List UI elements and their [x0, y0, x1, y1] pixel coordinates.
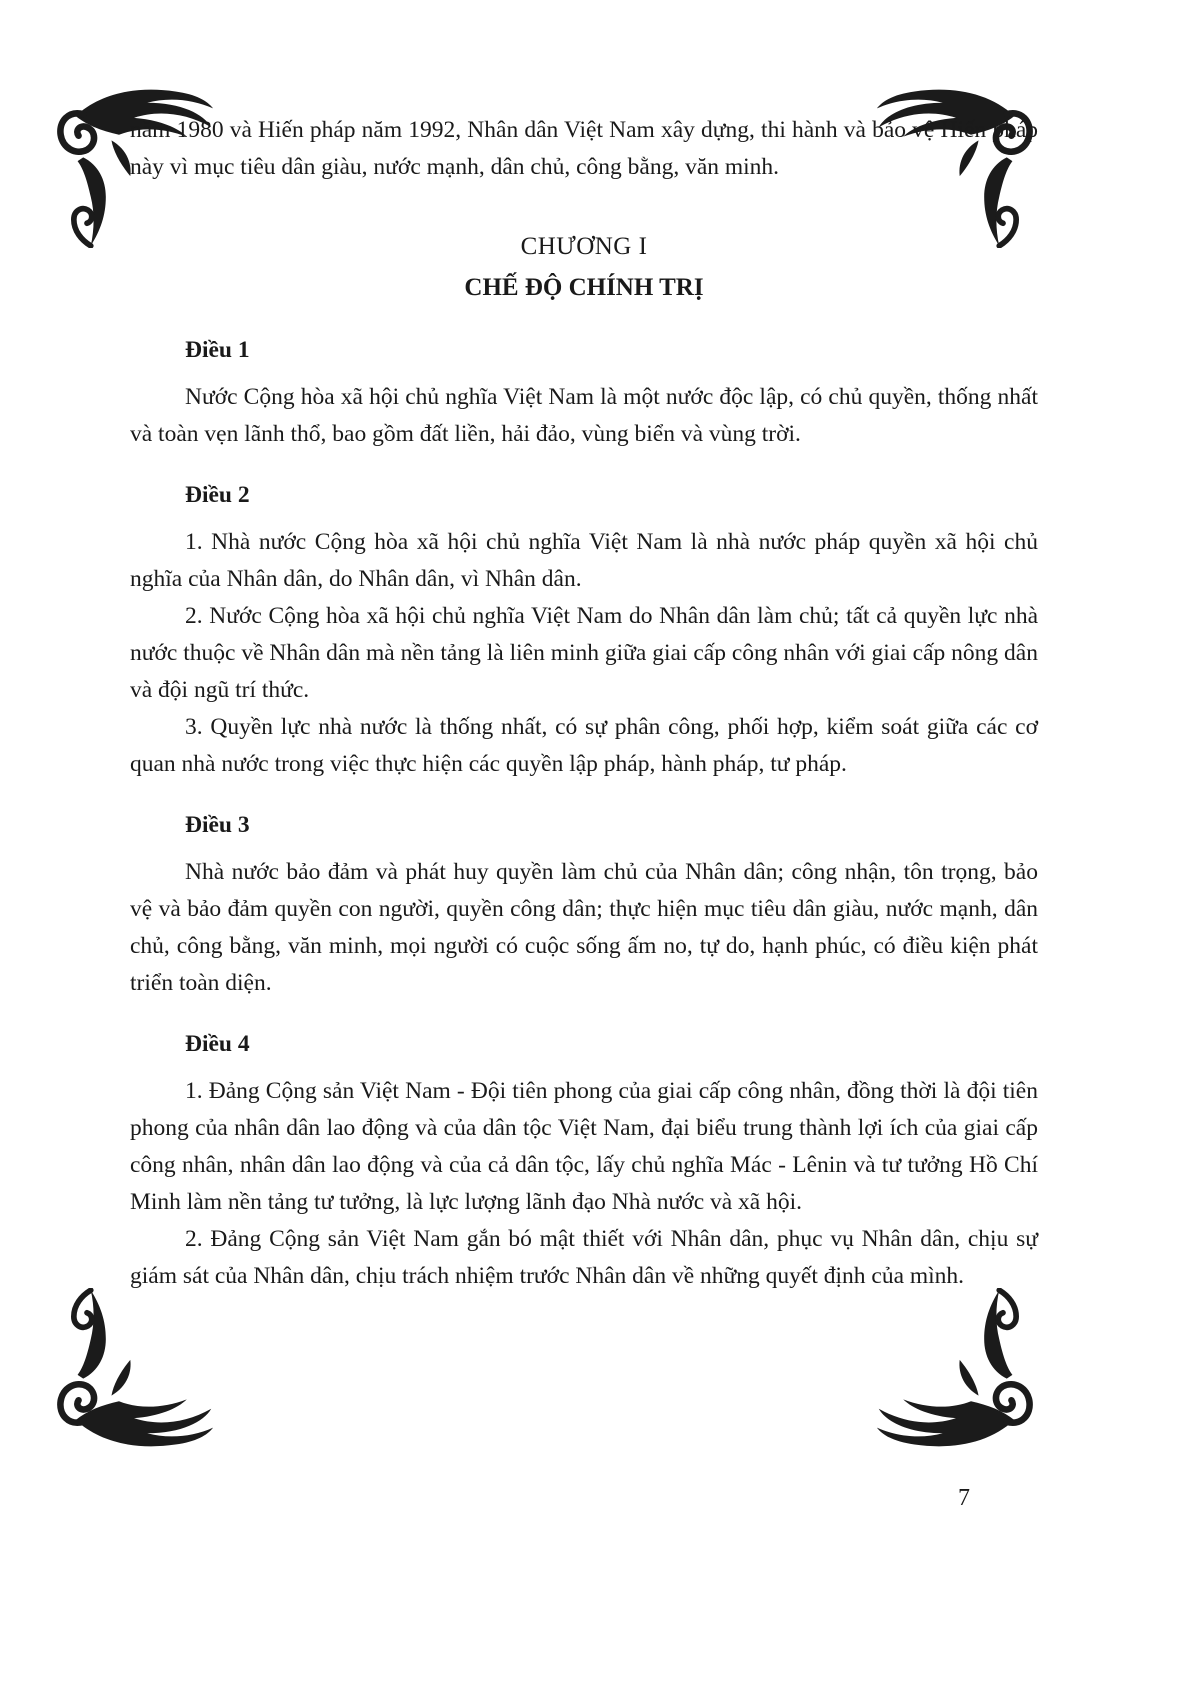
article-4-paragraph-1: 1. Đảng Cộng sản Việt Nam - Đội tiên phong của giai cấp công nhân, đồng thời là đội tiên phong của nhân dân lao động và của dân tộc Việt Nam, đại biểu trung thành lợi ích của giai cấp công nhân, nhân dân lao động và của cả dân tộc, lấy chủ nghĩa Mác - Lênin và tư tưởng Hồ Chí Minh làm nền tảng tư tưởng, là lực lượng lãnh đạo Nhà nước và xã hội. — [130, 1078, 1038, 1215]
chapter-label: CHƯƠNG I — [520, 233, 648, 260]
article-2-paragraph-3: 3. Quyền lực nhà nước là thống nhất, có sự phân công, phối hợp, kiểm soát giữa các cơ quan nhà nước trong việc thực hiện các quyền lập pháp, hành pháp, tư pháp. — [130, 714, 1038, 777]
article-1-heading: Điều 1 — [185, 337, 250, 363]
article-2 — [130, 477, 1038, 783]
corner-ornament-bottom-right — [875, 1288, 1035, 1458]
article-1-paragraph-1: Nước Cộng hòa xã hội chủ nghĩa Việt Nam là một nước độc lập, có chủ quyền, thống nhất và toàn vẹn lãnh thổ, bao gồm đất liền, hải đảo, vùng biển và vùng trời. — [130, 384, 1038, 447]
article-1 — [130, 332, 1038, 453]
chapter-title: CHẾ ĐỘ CHÍNH TRỊ — [464, 274, 704, 301]
article-4-paragraph-2: 2. Đảng Cộng sản Việt Nam gắn bó mật thiết với Nhân dân, phục vụ Nhân dân, chịu sự giám sát của Nhân dân, chịu trách nhiệm trước Nhân dân về những quyết định của mình. — [130, 1226, 1038, 1289]
chapter-heading — [130, 226, 1038, 308]
corner-ornament-bottom-left — [55, 1288, 215, 1458]
article-2-paragraph-1: 1. Nhà nước Cộng hòa xã hội chủ nghĩa Việt Nam là nhà nước pháp quyền xã hội chủ nghĩa của Nhân dân, do Nhân dân, vì Nhân dân. — [130, 529, 1038, 592]
article-4-heading: Điều 4 — [185, 1031, 250, 1057]
intro-paragraph: năm 1980 và Hiến pháp năm 1992, Nhân dân Việt Nam xây dựng, thi hành và bảo vệ Hiến pháp này vì mục tiêu dân giàu, nước mạnh, dân chủ, công bằng, văn minh. — [130, 117, 1038, 180]
article-2-heading: Điều 2 — [185, 482, 250, 508]
article-3 — [130, 807, 1038, 1002]
page-number: 7 — [958, 1485, 970, 1511]
page-content — [130, 112, 1038, 1295]
article-3-paragraph-1: Nhà nước bảo đảm và phát huy quyền làm chủ của Nhân dân; công nhận, tôn trọng, bảo vệ và bảo đảm quyền con người, quyền công dân; thực hiện mục tiêu dân giàu, nước mạnh, dân chủ, công bằng, văn minh, mọi người có cuộc sống ấm no, tự do, hạnh phúc, có điều kiện phát triển toàn diện. — [130, 859, 1038, 996]
article-4 — [130, 1026, 1038, 1295]
article-3-heading: Điều 3 — [185, 812, 250, 838]
article-2-paragraph-2: 2. Nước Cộng hòa xã hội chủ nghĩa Việt Nam do Nhân dân làm chủ; tất cả quyền lực nhà nước thuộc về Nhân dân mà nền tảng là liên minh giữa giai cấp công nhân với giai cấp nông dân và đội ngũ trí thức. — [130, 603, 1038, 703]
